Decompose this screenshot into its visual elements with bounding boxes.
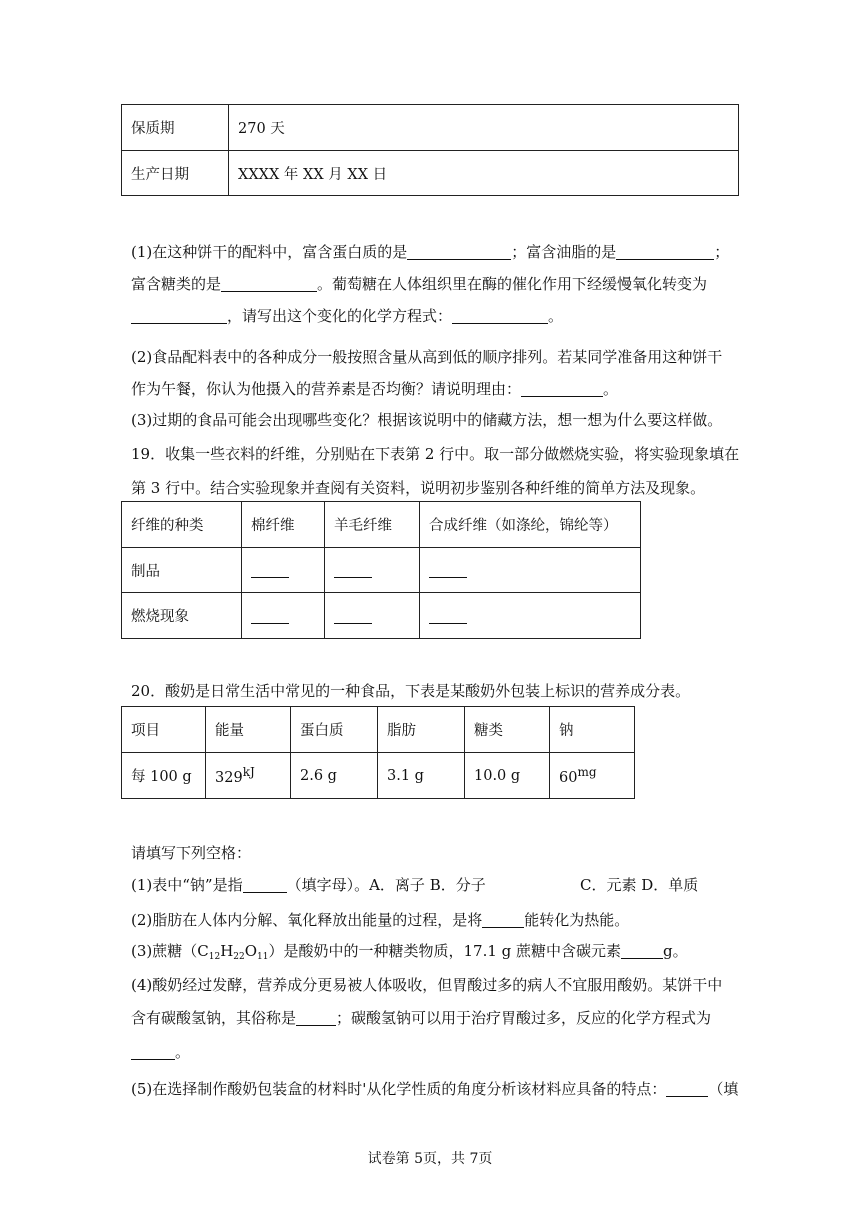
answer-blank[interactable] [666, 1080, 708, 1097]
table-header-cell: 能量 [206, 707, 291, 753]
q18-line-4: (2)食品配料表中的各种成分一般按照含量从高到低的顺序排列。若某同学准备用这种饼干 [131, 348, 723, 366]
answer-cell[interactable] [242, 593, 325, 639]
table-header-cell: 糖类 [465, 707, 550, 753]
table-cell: 10.0 g [465, 753, 550, 799]
answer-blank[interactable] [131, 307, 227, 324]
q20-sub-1-options: C．元素 D．单质 [580, 876, 699, 894]
q20-prompt: 请填写下列空格： [131, 844, 252, 862]
table-cell: 燃烧现象 [122, 593, 242, 639]
table-cell: XXXX 年 XX 月 XX 日 [229, 151, 739, 196]
answer-blank[interactable] [243, 876, 287, 893]
q19-line-1: 19．收集一些衣料的纤维，分别贴在下表第 2 行中。取一部分做燃烧实验，将实验现象填在 [131, 445, 740, 463]
answer-blank[interactable] [131, 1043, 175, 1060]
answer-blank[interactable] [221, 275, 317, 292]
q20-sub-5: (5)在选择制作酸奶包装盒的材料时'从化学性质的角度分析该材料应具备的特点： （填 [131, 1080, 739, 1098]
answer-blank[interactable] [482, 911, 524, 928]
table-header-cell: 蛋白质 [291, 707, 378, 753]
table-header-cell: 纤维的种类 [122, 502, 242, 548]
table-header-cell: 棉纤维 [242, 502, 325, 548]
q20-sub-1: (1)表中“钠”是指 （填字母）。A．离子 B．分子 [131, 876, 486, 894]
shelf-life-table [121, 104, 739, 196]
table-cell: 生产日期 [122, 151, 229, 196]
table-cell: 3.1 g [378, 753, 465, 799]
page-footer: 试卷第 5页，共 7页 [367, 1151, 493, 1167]
answer-cell[interactable] [420, 548, 641, 593]
q18-line-5: 作为午餐，你认为他摄入的营养素是否均衡？请说明理由： 。 [131, 380, 619, 398]
table-header-cell: 脂肪 [378, 707, 465, 753]
answer-cell[interactable] [325, 548, 420, 593]
q20-sub-4-line-3: 。 [131, 1041, 190, 1062]
answer-blank[interactable] [621, 942, 663, 959]
q18-line-3: ，请写出这个变化的化学方程式： 。 [131, 305, 563, 326]
sodium-cell: $60^{mg}$ [550, 753, 635, 799]
answer-blank[interactable] [296, 1009, 336, 1026]
answer-blank[interactable] [407, 243, 511, 260]
q20-sub-4-line-2: 含有碳酸氢钠，其俗称是 ；碳酸氢钠可以用于治疗胃酸过多，反应的化学方程式为 [131, 1009, 712, 1027]
table-header-cell: 合成纤维（如涤纶，锦纶等） [420, 502, 641, 548]
q20-sub-4-line-1: (4)酸奶经过发酵，营养成分更易被人体吸收，但胃酸过多的病人不宜服用酸奶。某饼干中 [131, 976, 723, 994]
table-cell: 保质期 [122, 105, 229, 151]
answer-cell[interactable] [325, 593, 420, 639]
answer-blank[interactable] [616, 243, 714, 260]
q20-intro: 20．酸奶是日常生活中常见的一种食品，下表是某酸奶外包装上标识的营养成分表。 [131, 682, 691, 700]
q20-sub-2: (2)脂肪在人体内分解、氧化释放出能量的过程，是将 能转化为热能。 [131, 911, 630, 929]
answer-blank[interactable] [521, 380, 603, 397]
fiber-table [121, 501, 641, 639]
table-cell: 2.6 g [291, 753, 378, 799]
table-cell: 制品 [122, 548, 242, 593]
q20-sub-3: (3)蔗糖$(C_{12}H_{22}O_{11})$是酸奶中的一种糖类物质，17.1 g 蔗糖中含碳元素 g。 [131, 942, 688, 962]
table-header-cell: 羊毛纤维 [325, 502, 420, 548]
table-header-cell: 钠 [550, 707, 635, 753]
answer-cell[interactable] [420, 593, 641, 639]
answer-cell[interactable] [242, 548, 325, 593]
nutrition-table [121, 706, 635, 799]
table-cell: 270 天 [229, 105, 739, 151]
answer-blank[interactable] [452, 307, 548, 324]
q19-line-2: 第 3 行中。结合实验现象并查阅有关资料，说明初步鉴别各种纤维的简单方法及现象。 [131, 479, 706, 497]
q18-line-2: 富含糖类的是 。葡萄糖在人体组织里在酶的催化作用下经缓慢氧化转变为 [131, 275, 708, 293]
q18-line-1: (1)在这种饼干的配料中，富含蛋白质的是 ；富含油脂的是 ； [131, 243, 730, 261]
energy-cell: $329^{kJ}$ [206, 753, 291, 799]
table-cell: 每 100 g [122, 753, 206, 799]
q18-line-6: (3)过期的食品可能会出现哪些变化？根据该说明中的储藏方法，想一想为什么要这样做。 [131, 411, 723, 429]
table-header-cell: 项目 [122, 707, 206, 753]
